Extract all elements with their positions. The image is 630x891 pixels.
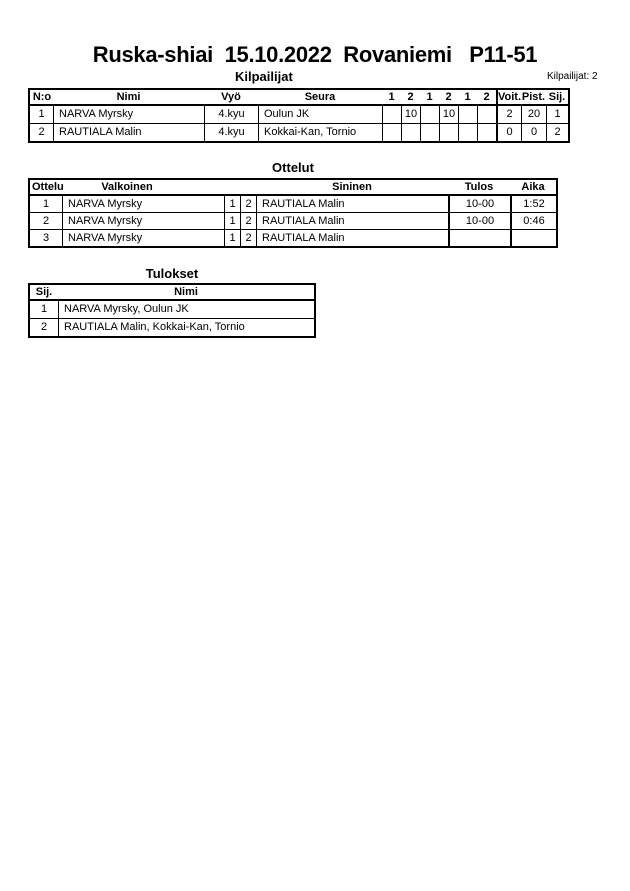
competitor-place: 1 [546,106,568,123]
competitors-count-label: Kilpailijat: 2 [547,71,598,82]
match-no: 2 [42,214,50,227]
competitor-name: RAUTIALA Malin [53,124,204,141]
round-score [420,106,439,123]
results-section-title: Tulokset [145,266,199,281]
match-row [30,213,556,230]
header-no: N:o [32,90,52,103]
match-time: 0:46 [510,213,556,229]
header-round-1: 1 [388,90,395,103]
competitor-club: Oulun JK [258,106,382,123]
header-blue: Sininen [332,180,372,193]
round-score [382,106,401,123]
competitor-belt: 4.kyu [204,106,258,123]
competitor-name: NARVA Myrsky [53,106,204,123]
match-result: 10-00 [448,213,510,229]
result-name: NARVA Myrsky, Oulun JK [58,301,314,318]
competitor-row [30,106,568,124]
round-score [477,106,496,123]
header-round-2: 2 [407,90,414,103]
blue-competitor: RAUTIALA Malin [256,196,448,212]
blue-number: 2 [240,196,256,212]
results-table [28,283,316,338]
header-belt: Vyö [221,90,241,103]
competitor-no: 1 [38,108,45,120]
match-no: 3 [42,231,50,244]
match-time: 1:52 [510,196,556,212]
match-no: 1 [42,197,50,210]
header-match: Ottelu [32,181,64,193]
competitors-table [28,88,570,143]
white-number: 1 [224,230,240,246]
round-score [458,106,477,123]
round-score [477,124,496,141]
blue-number: 2 [240,230,256,246]
header-white: Valkoinen [101,180,153,193]
competitor-no: 2 [38,126,45,138]
header-place: Sij. [548,90,566,103]
competitor-club: Kokkai-Kan, Tornio [258,124,382,141]
blue-number: 2 [240,213,256,229]
competitor-wins: 2 [496,106,521,123]
white-competitor: NARVA Myrsky [62,213,224,229]
competitors-table-header [30,90,568,106]
white-competitor: NARVA Myrsky [62,196,224,212]
white-number: 1 [224,196,240,212]
match-time [510,230,556,246]
competitor-row [30,124,568,141]
matches-table [28,178,558,248]
header-wins: Voit. [498,90,521,103]
round-score [382,124,401,141]
match-row [30,196,556,213]
result-place: 2 [40,321,48,333]
competitor-wins: 0 [496,124,521,141]
result-place: 1 [40,303,48,315]
round-score [458,124,477,141]
header-round-5: 1 [464,90,471,103]
header-name: Nimi [174,285,198,298]
header-time: Aika [521,180,545,193]
header-result: Tulos [464,180,494,193]
document-title: Ruska-shiai 15.10.2022 Rovaniemi P11-51 [92,42,538,67]
competitor-belt: 4.kyu [204,124,258,141]
header-name: Nimi [116,90,141,103]
header-points: Pist. [521,90,546,103]
round-score: 10 [401,106,420,123]
blue-competitor: RAUTIALA Malin [256,213,448,229]
matches-table-header [30,180,556,196]
competitor-points: 20 [521,106,546,123]
header-place: Sij. [35,285,53,298]
result-row [30,319,314,336]
competitors-section-title: Kilpailijat [235,69,293,84]
competitor-points: 0 [521,124,546,141]
result-name: RAUTIALA Malin, Kokkai-Kan, Tornio [58,319,314,336]
white-competitor: NARVA Myrsky [62,230,224,246]
white-number: 1 [224,213,240,229]
round-score: 10 [439,106,458,123]
header-round-3: 1 [426,90,433,103]
matches-section-title: Ottelut [272,160,314,175]
match-row [30,230,556,246]
blue-competitor: RAUTIALA Malin [256,230,448,246]
header-club: Seura [304,90,336,103]
round-score [420,124,439,141]
header-round-6: 2 [483,90,490,103]
round-score [439,124,458,141]
match-result [448,230,510,246]
competitor-place: 2 [546,124,568,141]
result-row [30,301,314,319]
match-result: 10-00 [448,196,510,212]
header-round-4: 2 [445,90,452,103]
results-table-header [30,285,314,301]
round-score [401,124,420,141]
